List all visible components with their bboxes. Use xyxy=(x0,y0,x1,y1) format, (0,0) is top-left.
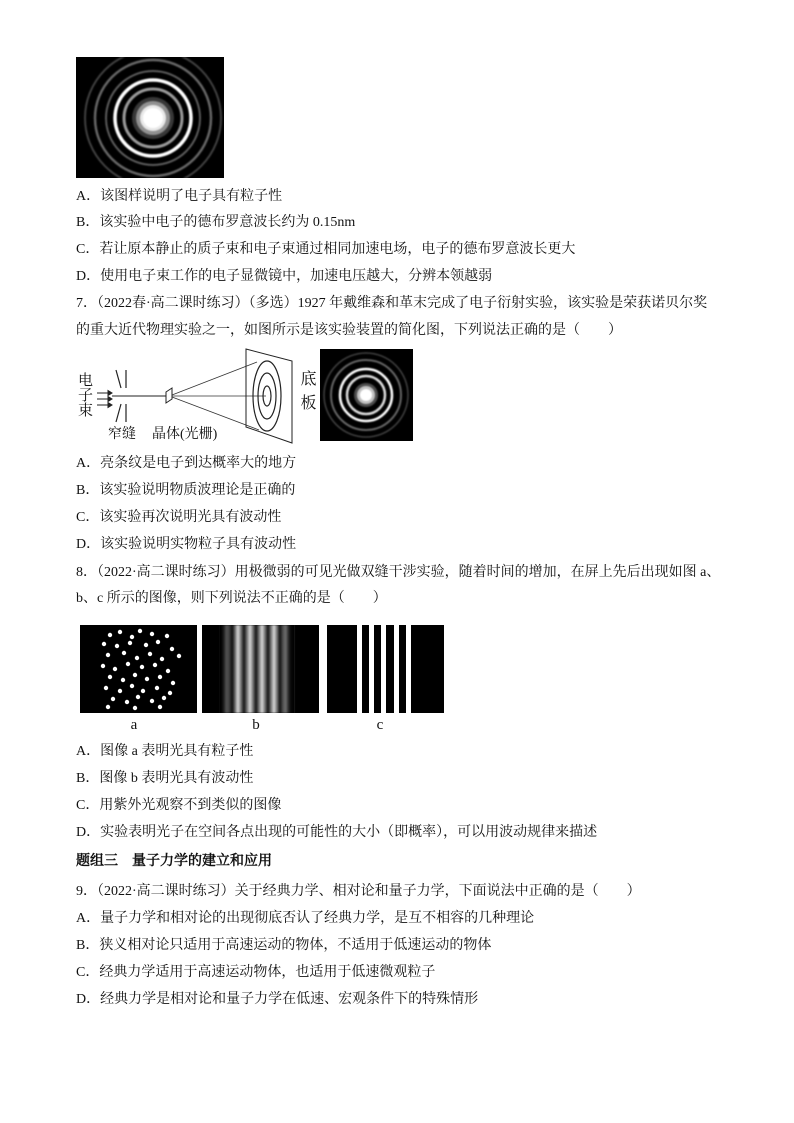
diffracted-rays xyxy=(172,362,266,430)
photon-dot xyxy=(121,678,125,682)
q6-diffraction-photo xyxy=(76,57,224,178)
photon-dot xyxy=(122,651,126,655)
photon-dots-graphic xyxy=(80,625,197,713)
photon-dot xyxy=(130,684,134,688)
photon-dot xyxy=(145,677,149,681)
q6-option-b: B．该实验中电子的德布罗意波长约为 0.15nm xyxy=(76,215,356,230)
central-glow xyxy=(143,108,163,128)
q8-option-a: A．图像 a 表明光具有粒子性 xyxy=(76,744,254,759)
central-glow xyxy=(360,389,372,401)
q9-stem: 9．（2022·高二课时练习）关于经典力学、相对论和量子力学，下面说法中正确的是（ ） xyxy=(76,884,641,899)
diffraction-rings-graphic xyxy=(320,349,413,441)
photon-dot xyxy=(128,641,132,645)
q7-option-a: A．亮条纹是电子到达概率大的地方 xyxy=(76,456,297,471)
q7-option-b: B．该实验说明物质波理论是正确的 xyxy=(76,483,296,498)
photon-dot xyxy=(153,663,157,667)
q9-option-b: B．狭义相对论只适用于高速运动的物体，不适用于低速运动的物体 xyxy=(76,938,492,953)
photon-dot xyxy=(108,675,112,679)
photon-dot xyxy=(160,657,164,661)
photon-dot xyxy=(171,681,175,685)
bright-fringe xyxy=(369,625,374,713)
photon-dot xyxy=(115,644,119,648)
figure-b-blurred-fringes xyxy=(202,625,319,713)
photon-dot xyxy=(140,665,144,669)
q8-option-b: B．图像 b 表明光具有波动性 xyxy=(76,771,254,786)
q9-option-d: D．经典力学是相对论和量子力学在低速、宏观条件下的特殊情形 xyxy=(76,992,479,1007)
photon-dot xyxy=(150,632,154,636)
bright-fringe xyxy=(406,625,411,713)
slit-label: 窄缝 xyxy=(108,427,136,442)
q8-option-d: D．实验表明光子在空间各点出现的可能性的大小（即概率），可以用波动规律来描述 xyxy=(76,825,598,840)
q8-stem-line-2: b、c 所示的图像，则下列说法不正确的是（ ） xyxy=(76,591,387,606)
section-heading: 题组三 量子力学的建立和应用 xyxy=(76,854,272,869)
q9-option-a: A．量子力学和相对论的出现彻底否认了经典力学，是互不相容的几种理论 xyxy=(76,911,535,926)
figure-label-c: c xyxy=(376,717,384,733)
q8-option-c: C．用紫外光观察不到类似的图像 xyxy=(76,798,282,813)
figure-a-photon-dots xyxy=(80,625,197,713)
photon-dot xyxy=(165,634,169,638)
q7-diffraction-photo xyxy=(320,349,413,441)
q6-option-c: C．若让原本静止的质子束和电子束通过相同加速电场，电子的德布罗意波长更大 xyxy=(76,242,576,257)
photon-dot xyxy=(177,654,181,658)
figure-label-a: a xyxy=(130,717,138,733)
photon-dot xyxy=(102,642,106,646)
photon-dot xyxy=(104,686,108,690)
photon-dot xyxy=(162,696,166,700)
bright-fringe xyxy=(357,625,362,713)
q7-option-c: C．该实验再次说明光具有波动性 xyxy=(76,510,282,525)
q7-stem-line-2: 的重大近代物理实验之一，如图所示是该实验装置的简化图，下列说法正确的是（ ） xyxy=(76,323,622,338)
photon-dot xyxy=(118,689,122,693)
diffraction-rings-graphic xyxy=(76,57,224,178)
photon-dot xyxy=(101,664,105,668)
photon-dot xyxy=(156,640,160,644)
bright-fringe xyxy=(381,625,386,713)
photon-dot xyxy=(111,697,115,701)
photon-dot xyxy=(150,699,154,703)
photon-dot xyxy=(106,705,110,709)
photon-dot xyxy=(138,629,142,633)
q9-option-c: C．经典力学适用于高速运动物体，也适用于低速微观粒子 xyxy=(76,965,436,980)
crystal xyxy=(166,388,172,403)
crystal-label: 晶体(光栅) xyxy=(152,427,218,442)
photon-dot xyxy=(166,669,170,673)
photon-dot xyxy=(130,635,134,639)
photon-dot xyxy=(155,686,159,690)
q8-stem-line-1: 8．（2022·高二课时练习）用极微弱的可见光做双缝干涉实验，随着时间的增加，在屏上先后出现如图 a、 xyxy=(76,565,721,580)
photon-dot xyxy=(168,691,172,695)
q7-stem-line-1: 7．（2022春·高二课时练习）（多选）1927 年戴维森和革末完成了电子衍射实验，该实验是荣获诺贝尔奖 xyxy=(76,296,708,311)
figure-c-sharp-fringes xyxy=(327,625,444,713)
photon-dot xyxy=(118,630,122,634)
photon-dot xyxy=(126,662,130,666)
fringe-edge-fade xyxy=(220,625,294,713)
photon-dot xyxy=(108,633,112,637)
bright-fringe xyxy=(394,625,399,713)
photon-dot xyxy=(170,647,174,651)
electron-beam-arrows xyxy=(97,391,112,408)
q7-option-d: D．该实验说明实物粒子具有波动性 xyxy=(76,537,297,552)
electron-beam-label: 电子束 xyxy=(76,372,92,417)
photon-dot xyxy=(125,700,129,704)
photon-dot xyxy=(106,653,110,657)
photon-dot xyxy=(144,643,148,647)
photon-dot xyxy=(136,695,140,699)
plate-label: 底板 xyxy=(298,370,315,418)
q6-option-a: A．该图样说明了电子具有粒子性 xyxy=(76,189,283,204)
photon-dot xyxy=(135,656,139,660)
photon-dot xyxy=(158,675,162,679)
photon-dot xyxy=(133,673,137,677)
q6-option-d: D．使用电子束工作的电子显微镜中，加速电压越大，分辨本领越弱 xyxy=(76,269,493,284)
photon-dot xyxy=(113,667,117,671)
figure-label-b: b xyxy=(252,717,260,733)
photon-dot xyxy=(148,652,152,656)
photon-dot xyxy=(133,706,137,710)
photon-dot xyxy=(158,705,162,709)
photon-dot xyxy=(141,689,145,693)
